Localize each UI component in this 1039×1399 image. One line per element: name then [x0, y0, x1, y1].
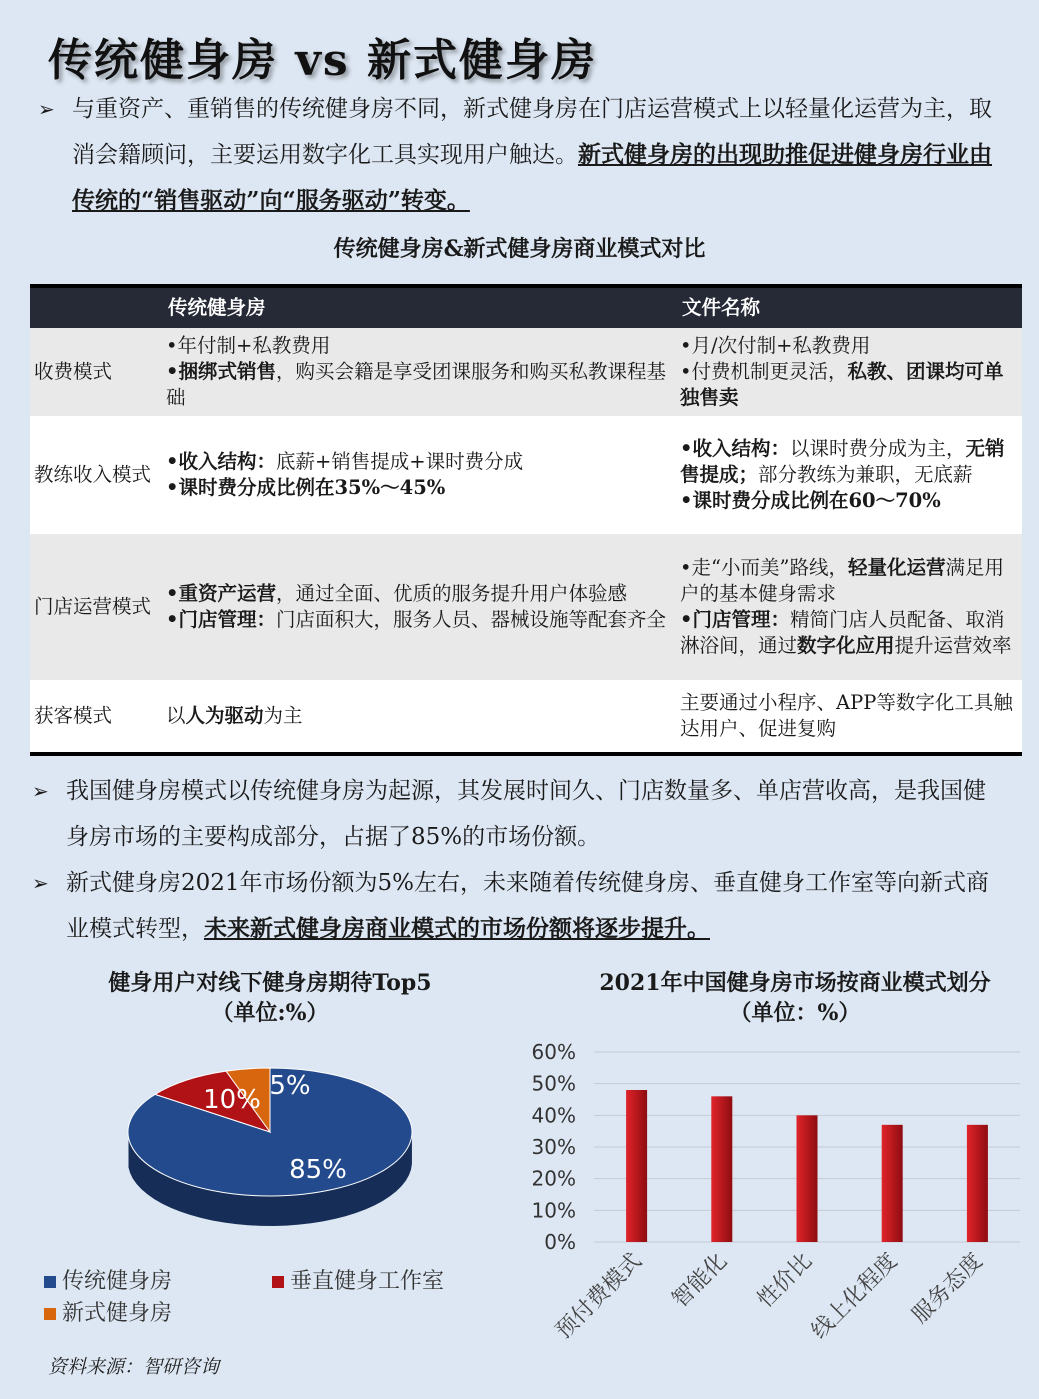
- bar-预付费模式: [626, 1090, 647, 1242]
- cell-text: 为主: [263, 704, 303, 727]
- new-cell: [676, 416, 1022, 534]
- page-title: 传统健身房 vs 新式健身房: [48, 35, 597, 86]
- cell-text: 底薪+销售提成+课时费分成: [275, 450, 524, 473]
- new-cell: [676, 534, 1022, 680]
- point-2-highlight: 未来新式健身房商业模式的市场份额将逐步提升。: [204, 915, 710, 942]
- cell-text: ，通过全面、优质的服务提升用户体验感: [275, 582, 627, 605]
- legend-item: [44, 1296, 172, 1327]
- traditional-cell: [162, 328, 676, 416]
- cell-text: •走“小而美”路线，: [680, 556, 848, 579]
- cell-text: 满足用户的基本健身需求: [680, 556, 1004, 605]
- intro-highlight: 新式健身房的出现助推促进健身房行业由传统的“销售驱动”向“服务驱动”转变。: [72, 141, 992, 214]
- new-cell: [676, 328, 1022, 416]
- legend-label: 传统健身房: [62, 1269, 173, 1294]
- row-label: 收费模式: [30, 328, 162, 416]
- bar-y-tick-label: 50%: [531, 1071, 576, 1096]
- bar-unit-text: （单位：%）: [729, 1000, 861, 1026]
- bar-智能化: [711, 1096, 732, 1242]
- cell-text: 以: [166, 704, 186, 727]
- cell-bold-text: •门店管理：: [166, 608, 276, 631]
- point-2: [32, 860, 1007, 952]
- bar-性价比: [797, 1115, 818, 1242]
- table-row: [30, 680, 1022, 754]
- bullet-arrow-icon: ➢: [32, 871, 49, 895]
- bar-y-tick-label: 10%: [531, 1198, 576, 1223]
- cell-bold-text: •捆绑式销售: [166, 360, 276, 383]
- bullet-arrow-icon: ➢: [38, 97, 55, 121]
- legend-item: [44, 1264, 172, 1295]
- pie-data-label: 85%: [289, 1155, 347, 1185]
- cell-bold-text: •课时费分成比例在35%～45%: [166, 476, 446, 499]
- bullet-arrow-icon: ➢: [32, 779, 49, 803]
- table-row: [30, 534, 1022, 680]
- legend-item: [272, 1264, 444, 1295]
- comparison-table: [30, 284, 1022, 756]
- pie-chart: [110, 1048, 440, 1248]
- header-new: 文件名称: [676, 286, 1022, 328]
- legend-swatch-icon: [44, 1276, 56, 1288]
- cell-bold-text: •课时费分成比例在60～70%: [680, 489, 941, 512]
- legend-swatch-icon: [44, 1308, 56, 1320]
- bar-y-tick-label: 40%: [531, 1103, 576, 1128]
- cell-text: 部分教练为兼职，无底薪: [758, 463, 973, 486]
- table-row: [30, 416, 1022, 534]
- pie-data-label: 5%: [269, 1071, 311, 1101]
- legend-swatch-icon: [272, 1276, 284, 1288]
- cell-text: 主要通过小程序、APP等数字化工具触达用户、促进复购: [680, 691, 1013, 740]
- cell-text: 精简门店人员配备、取消淋浴间，通过: [680, 608, 1005, 657]
- bar-y-tick-label: 30%: [531, 1135, 576, 1159]
- traditional-cell: [162, 680, 676, 754]
- cell-text: •年付制+私教费用: [166, 334, 331, 357]
- bar-x-tick-label: 线上化程度: [806, 1248, 903, 1345]
- bar-y-tick-label: 60%: [531, 1040, 576, 1064]
- cell-text: 门店面积大，服务人员、器械设施等配套齐全: [275, 608, 666, 631]
- cell-bold-text: •重资产运营: [166, 582, 276, 605]
- cell-text: ，购买会籍是享受团课服务和购买私教课程基础: [166, 360, 666, 409]
- bar-chart: [520, 1036, 1030, 1356]
- legend-label: 垂直健身工作室: [290, 1269, 445, 1294]
- bar-title-text: 2021年中国健身房市场按商业模式划分: [599, 970, 991, 996]
- bar-chart-title: [560, 968, 1030, 1028]
- legend-label: 新式健身房: [62, 1301, 173, 1326]
- table-title: 传统健身房&新式健身房商业模式对比: [333, 236, 706, 262]
- new-cell: [676, 680, 1022, 754]
- bar-x-tick-label: 预付费模式: [551, 1248, 647, 1345]
- bar-y-tick-label: 20%: [531, 1166, 576, 1191]
- cell-bold-text: •收入结构：: [680, 437, 790, 460]
- pie-unit-text: （单位:%）: [211, 1000, 329, 1026]
- cell-bold-text: 轻量化运营: [847, 556, 946, 579]
- bar-y-tick-label: 0%: [544, 1230, 576, 1254]
- pie-title-text: 健身用户对线下健身房期待Top5: [108, 970, 432, 996]
- cell-bold-text: 私教、团课均可单独售卖: [680, 360, 1004, 409]
- bar-x-tick-label: 性价比: [752, 1248, 818, 1313]
- cell-bold-text: 人为驱动: [185, 704, 264, 727]
- table-header-row: [30, 286, 1022, 328]
- header-empty: [30, 286, 162, 328]
- cell-text: •付费机制更灵活，: [680, 360, 848, 383]
- header-traditional: 传统健身房: [162, 286, 676, 328]
- cell-text: •月/次付制+私教费用: [680, 334, 871, 357]
- traditional-cell: [162, 416, 676, 534]
- bar-x-tick-label: 智能化: [667, 1248, 733, 1313]
- row-label: 门店运营模式: [30, 534, 162, 680]
- bar-线上化程度: [882, 1125, 903, 1242]
- pie-chart-title: [40, 968, 500, 1028]
- intro-paragraph: [38, 86, 1013, 224]
- table-row: [30, 328, 1022, 416]
- pie-data-label: 10%: [203, 1085, 261, 1115]
- cell-bold-text: 无销售提成；: [680, 437, 1005, 486]
- pie-legend: [44, 1264, 504, 1334]
- cell-text: 提升运营效率: [894, 634, 1012, 657]
- cell-bold-text: 数字化应用: [797, 634, 895, 657]
- point-1-text: 我国健身房模式以传统健身房为起源，其发展时间久、门店数量多、单店营收高，是我国健身房市场的主要构成部分，占据了85%的市场份额。: [66, 778, 986, 850]
- row-label: 教练收入模式: [30, 416, 162, 534]
- bar-x-tick-label: 服务态度: [907, 1248, 988, 1329]
- cell-text: 以课时费分成为主，: [789, 437, 966, 460]
- cell-bold-text: •收入结构：: [166, 450, 276, 473]
- cell-bold-text: •门店管理：: [680, 608, 790, 631]
- traditional-cell: [162, 534, 676, 680]
- bar-服务态度: [967, 1125, 988, 1242]
- point-1: [32, 768, 1007, 860]
- intro-text: 与重资产、重销售的传统健身房不同，新式健身房在门店运营模式上以轻量化运营为主，取消会籍顾问，主要运用数字化工具实现用户触达。: [72, 96, 992, 168]
- point-2-text: 新式健身房2021年市场份额为5%左右，未来随着传统健身房、垂直健身工作室等向新式商业模式转型，: [66, 870, 990, 942]
- row-label: 获客模式: [30, 680, 162, 754]
- source-note: 资料来源：智研咨询: [48, 1356, 220, 1378]
